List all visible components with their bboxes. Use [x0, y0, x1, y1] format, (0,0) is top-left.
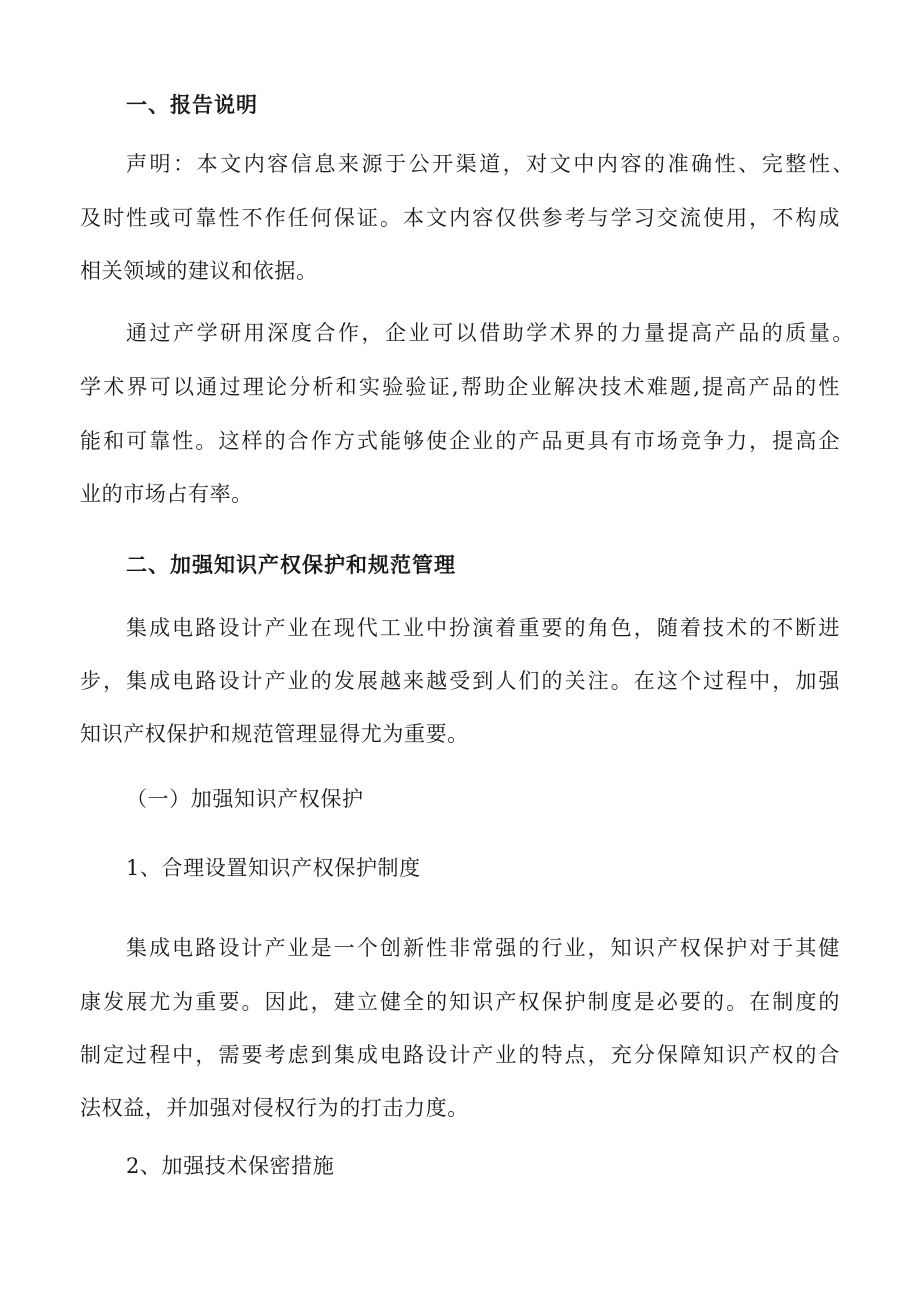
paragraph-line: 相关领域的建议和依据。 — [80, 259, 318, 283]
paragraph-line: 能和可靠性。这样的合作方式能够使企业的产品更具有市场竞争力，提高企 — [80, 429, 840, 453]
section-heading-ip-protection: 二、加强知识产权保护和规范管理 — [126, 552, 456, 577]
section-heading-report-notes: 一、报告说明 — [126, 92, 258, 117]
paragraph-line: 学术界可以通过理论分析和实验验证,帮助企业解决技术难题,提高产品的性 — [80, 375, 840, 399]
paragraph-line: 知识产权保护和规范管理显得尤为重要。 — [80, 722, 469, 746]
paragraph-line: 及时性或可靠性不作任何保证。本文内容仅供参考与学习交流使用，不构成 — [80, 206, 840, 230]
paragraph-line: 通过产学研用深度合作，企业可以借助学术界的力量提高产品的质量。 — [126, 321, 854, 345]
paragraph-line: 集成电路设计产业在现代工业中扮演着重要的角色，随着技术的不断进 — [126, 616, 840, 640]
paragraph-line: 集成电路设计产业是一个创新性非常强的行业，知识产权保护对于其健 — [126, 936, 840, 960]
paragraph-line: 康发展尤为重要。因此，建立健全的知识产权保护制度是必要的。在制度的 — [80, 990, 840, 1014]
item-heading: 2、加强技术保密措施 — [126, 1154, 335, 1178]
subsection-heading: （一）加强知识产权保护 — [126, 787, 364, 811]
paragraph-line: 声明：本文内容信息来源于公开渠道，对文中内容的准确性、完整性、 — [126, 152, 854, 176]
paragraph-line: 制定过程中，需要考虑到集成电路设计产业的特点，充分保障知识产权的合 — [80, 1043, 840, 1067]
paragraph-line: 步，集成电路设计产业的发展越来越受到人们的关注。在这个过程中，加强 — [80, 669, 840, 693]
item-heading: 1、合理设置知识产权保护制度 — [126, 856, 421, 880]
paragraph-line: 业的市场占有率。 — [80, 482, 253, 506]
paragraph-line: 法权益，并加强对侵权行为的打击力度。 — [80, 1096, 469, 1120]
